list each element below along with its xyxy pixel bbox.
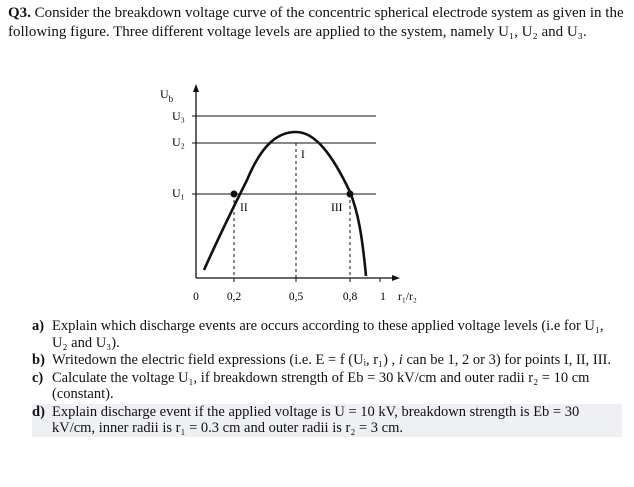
part-b-label: b) [32,352,45,368]
y-axis-label: $U_b$ [160,87,174,104]
x-axis-arrow [392,275,400,281]
breakdown-voltage-figure [150,84,450,310]
question-number: Q3. [8,5,31,21]
part-c-text: Calculate the voltage U₁, if breakdown strength of Eb = 30 kV/cm and outer radii r₂ = 10 cm (constant). [52,369,590,402]
part-b-text-before: Writedown the electric field expressions (i.e. E = f (Uᵢ, r₁) , [52,352,399,368]
y-axis-label-sub: b [168,94,174,104]
part-d-text: Explain discharge event if the applied voltage is U = 10 kV, breakdown strength is Eb = 30 kV/cm, inner radii is r₁ = 0.3 cm and outer radii is r₂ = 3 cm. [52,403,580,436]
part-a-text: Explain which discharge events are occurs according to these applied voltage levels (i.e for U₁, U₂ and U₃). [52,318,604,351]
x-axis-label: r₁/r₂ [398,291,417,303]
x-tick-label-0-8: 0,8 [342,291,358,303]
part-a-label: a) [32,318,45,334]
region-label-i: I [301,149,305,161]
region-label-ii: II [240,202,248,214]
question-body: Consider the breakdown voltage curve of the concentric spherical electrode system as given in the following figure. Three different voltage levels are applied to the system, namely U₁, U₂ and U₃. [8,5,624,40]
part-b-text-after: can be 1, 2 or 3) for points I, II, III. [402,352,611,368]
x-tick-label-0: 0 [193,291,199,303]
x-tick-label-1: 1 [380,291,386,303]
part-d [32,404,622,437]
part-a [32,318,622,351]
part-c [32,370,622,403]
part-b-italic-index: i [398,352,403,368]
part-b [32,352,622,369]
region-label-iii: III [331,202,343,214]
part-d-label: d) [32,403,45,420]
breakdown-curve-svg [150,84,450,310]
level-label-u1: U₁ [172,186,185,200]
x-tick-label-0-2: 0,2 [226,291,242,303]
question-text [8,4,624,42]
level-label-u3: U₃ [172,109,185,123]
level-label-u2: U₂ [172,135,185,149]
x-tick-label-0-5: 0,5 [288,291,304,303]
y-axis-arrow [193,84,199,92]
part-c-label: c) [32,369,44,386]
question-parts [32,318,622,438]
